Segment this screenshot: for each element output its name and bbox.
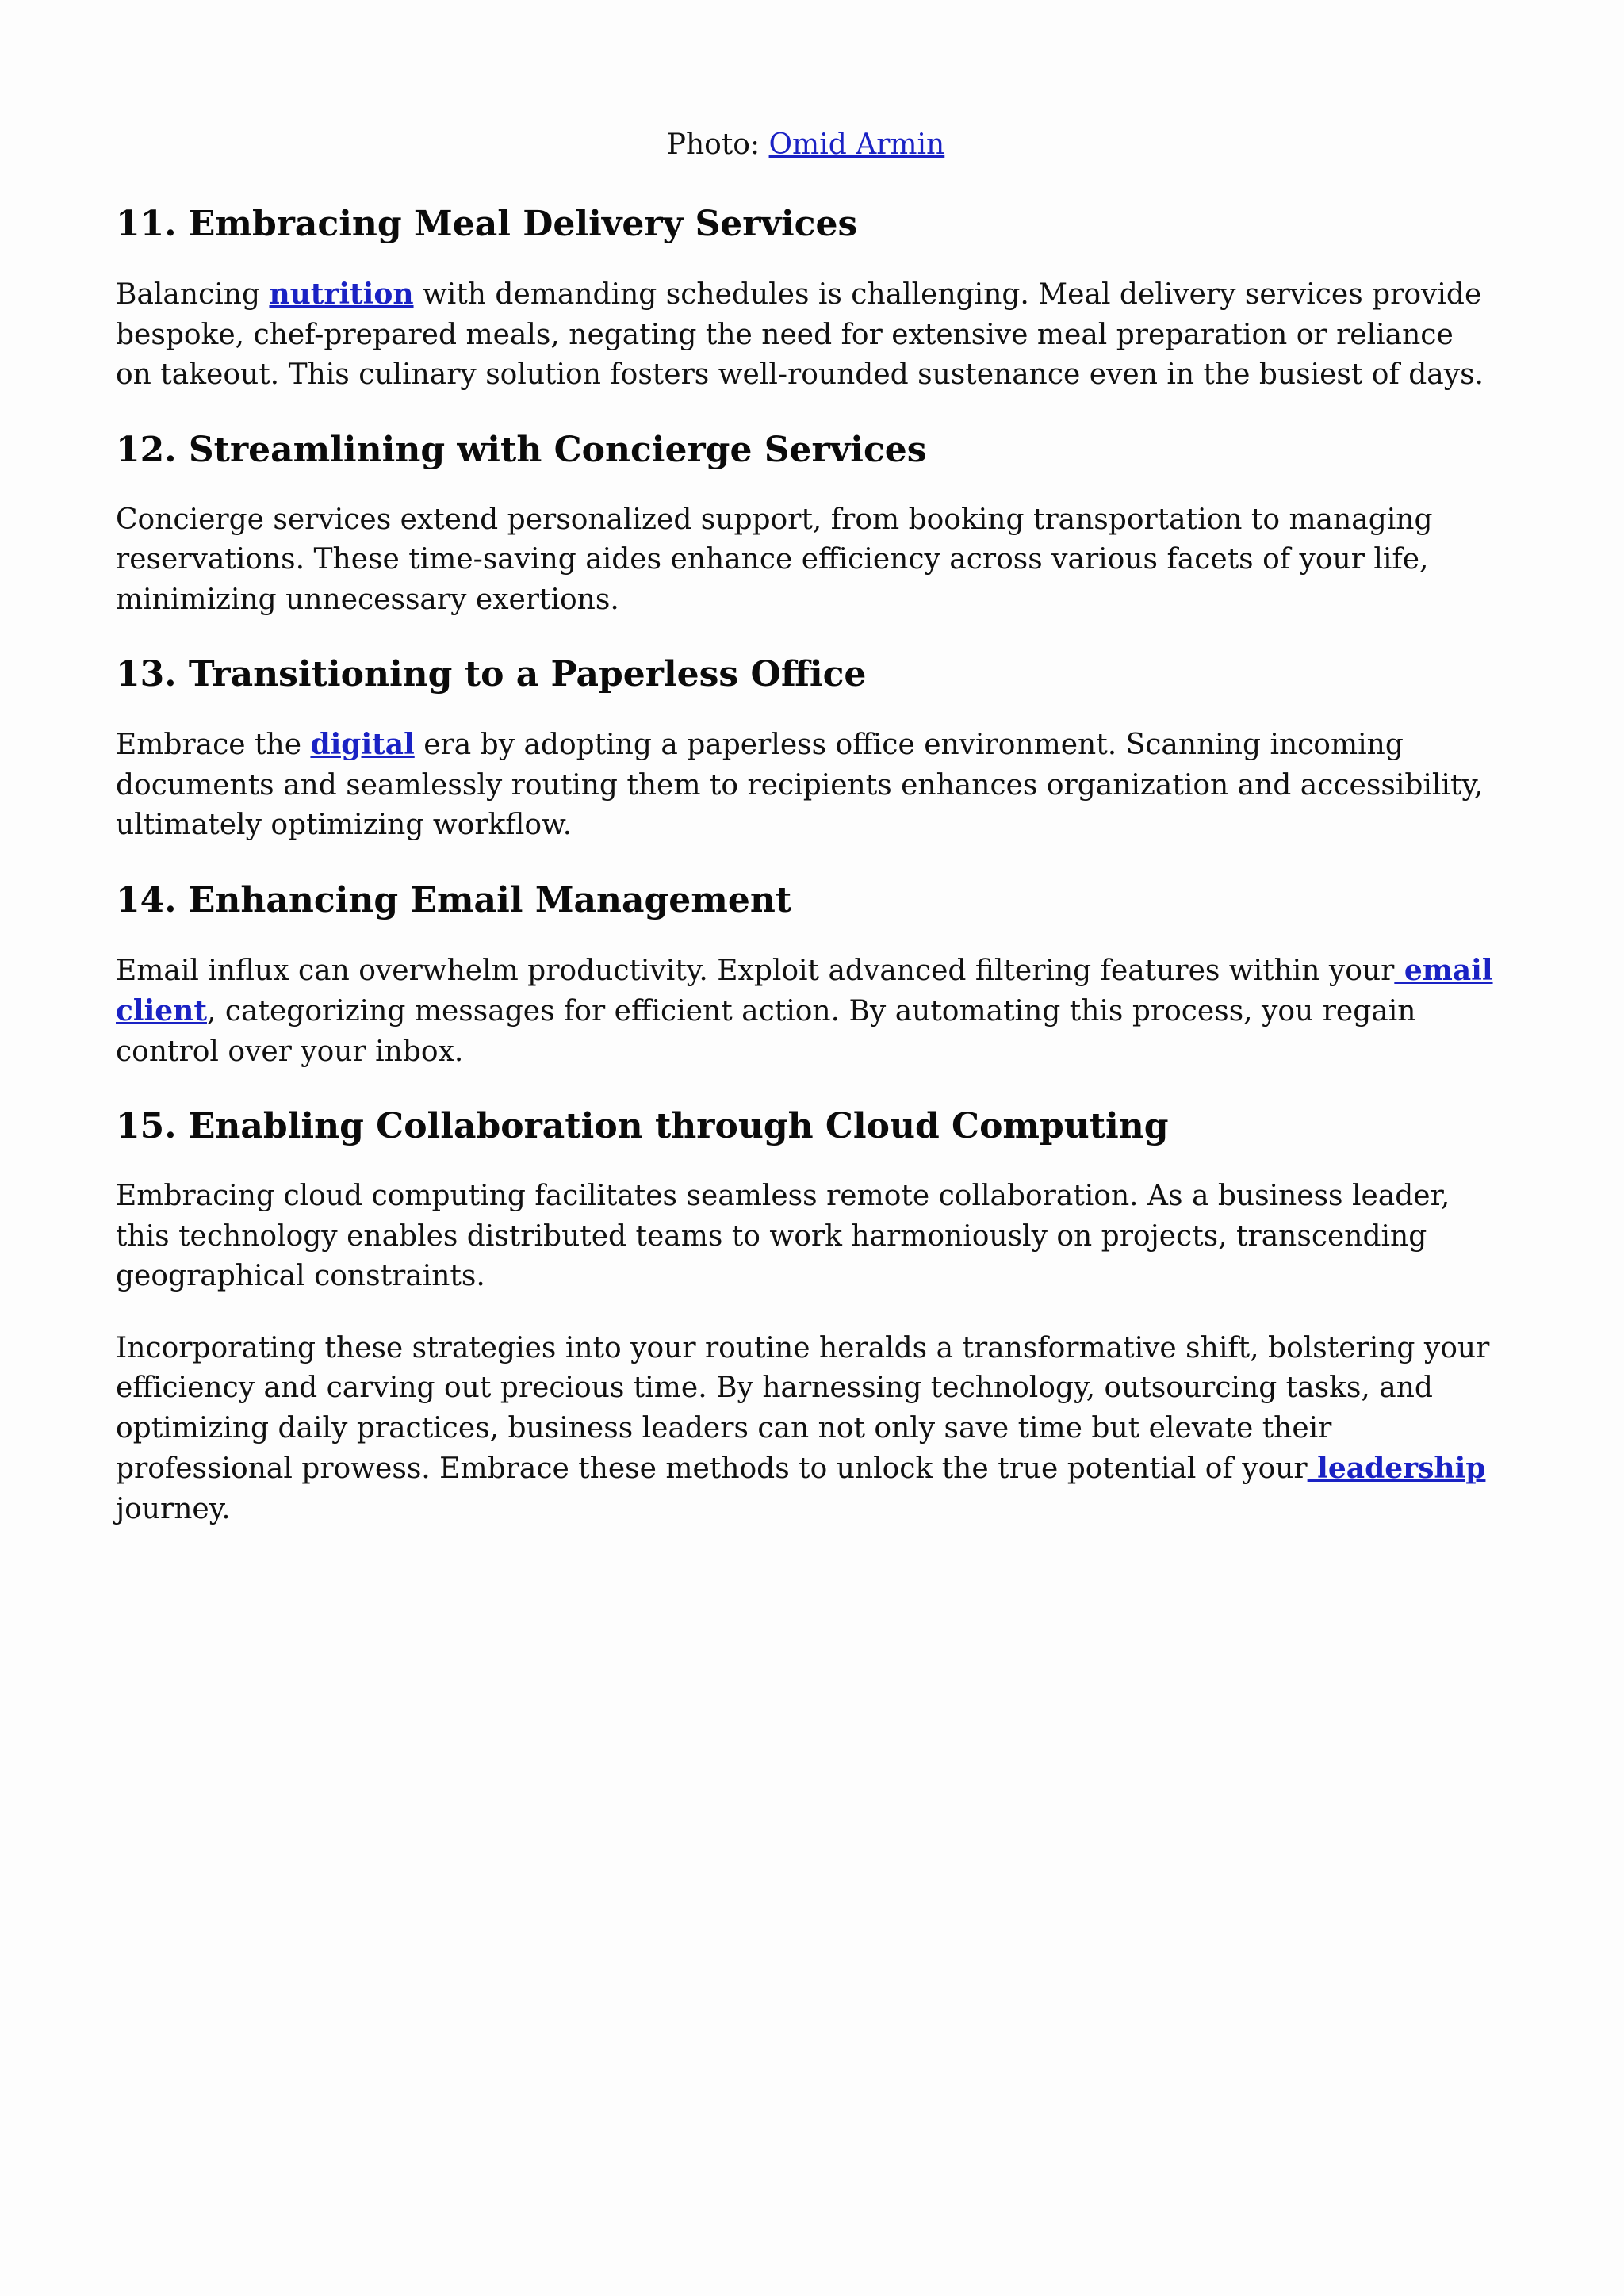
section-paragraph: Embracing cloud computing facilitates seamless remote collaboration. As a business leader, this technology enables distributed teams to work harmoniously on projects, transcending geographical constraints. (116, 1180, 1450, 1292)
section-heading: 13. Transitioning to a Paperless Office (116, 654, 867, 695)
photo-caption (116, 125, 1496, 165)
leadership-link[interactable]: leadership (1307, 1452, 1486, 1485)
section-paragraph (116, 274, 1496, 396)
section-paperless-office (116, 652, 1496, 846)
paragraph-text: Email influx can overwhelm productivity. Exploit advanced filtering features within your (116, 954, 1395, 987)
section-paragraph (116, 951, 1496, 1073)
conclusion-paragraph (116, 1329, 1496, 1530)
section-paragraph: Concierge services extend personalized support, from booking transportation to managing reservations. These time-saving aides enhance efficiency across various facets of your life, minimizing unnecessary exertions. (116, 503, 1433, 616)
paragraph-text: with demanding schedules is challenging. Meal delivery services provide bespoke, chef-prepared meals, negating the need for extensive meal preparation or reliance on takeout. This culinary solution fosters well-rounded sustenance even in the busiest of days. (116, 278, 1484, 391)
paragraph-text: era by adopting a paperless office environment. Scanning incoming documents and seamlessly routing them to recipients enhances organization and accessibility, ultimately optimizing workflow. (116, 729, 1484, 841)
nutrition-link[interactable]: nutrition (269, 277, 414, 311)
paragraph-text: Incorporating these strategies into your routine heralds a transformative shift, bolstering your efficiency and carving out precious time. By harnessing technology, outsourcing tasks, and optimizing daily practices, business leaders can not only save time but elevate their professional prowess. Embrace these methods to unlock the true potential of your (116, 1331, 1490, 1485)
section-email-management (116, 878, 1496, 1073)
email-client-link[interactable]: email client (116, 953, 1493, 1027)
paragraph-text: Embrace the (116, 729, 311, 761)
section-meal-delivery (116, 201, 1496, 396)
section-cloud-computing (116, 1104, 1496, 1297)
section-concierge (116, 427, 1496, 621)
paragraph-text: , categorizing messages for efficient action. By automating this process, you regain control over your inbox. (116, 995, 1416, 1068)
section-paragraph (116, 725, 1496, 846)
section-heading: 11. Embracing Meal Delivery Services (116, 204, 858, 244)
section-heading: 12. Streamlining with Concierge Services (116, 429, 927, 470)
paragraph-text: Balancing (116, 278, 270, 311)
caption-prefix: Photo: (666, 128, 769, 161)
photo-credit-link[interactable]: Omid Armin (768, 128, 945, 161)
paragraph-text: journey. (116, 1492, 231, 1525)
section-heading: 14. Enhancing Email Management (116, 879, 792, 920)
section-heading: 15. Enabling Collaboration through Cloud Computing (116, 1106, 1169, 1146)
digital-link[interactable]: digital (310, 728, 415, 761)
